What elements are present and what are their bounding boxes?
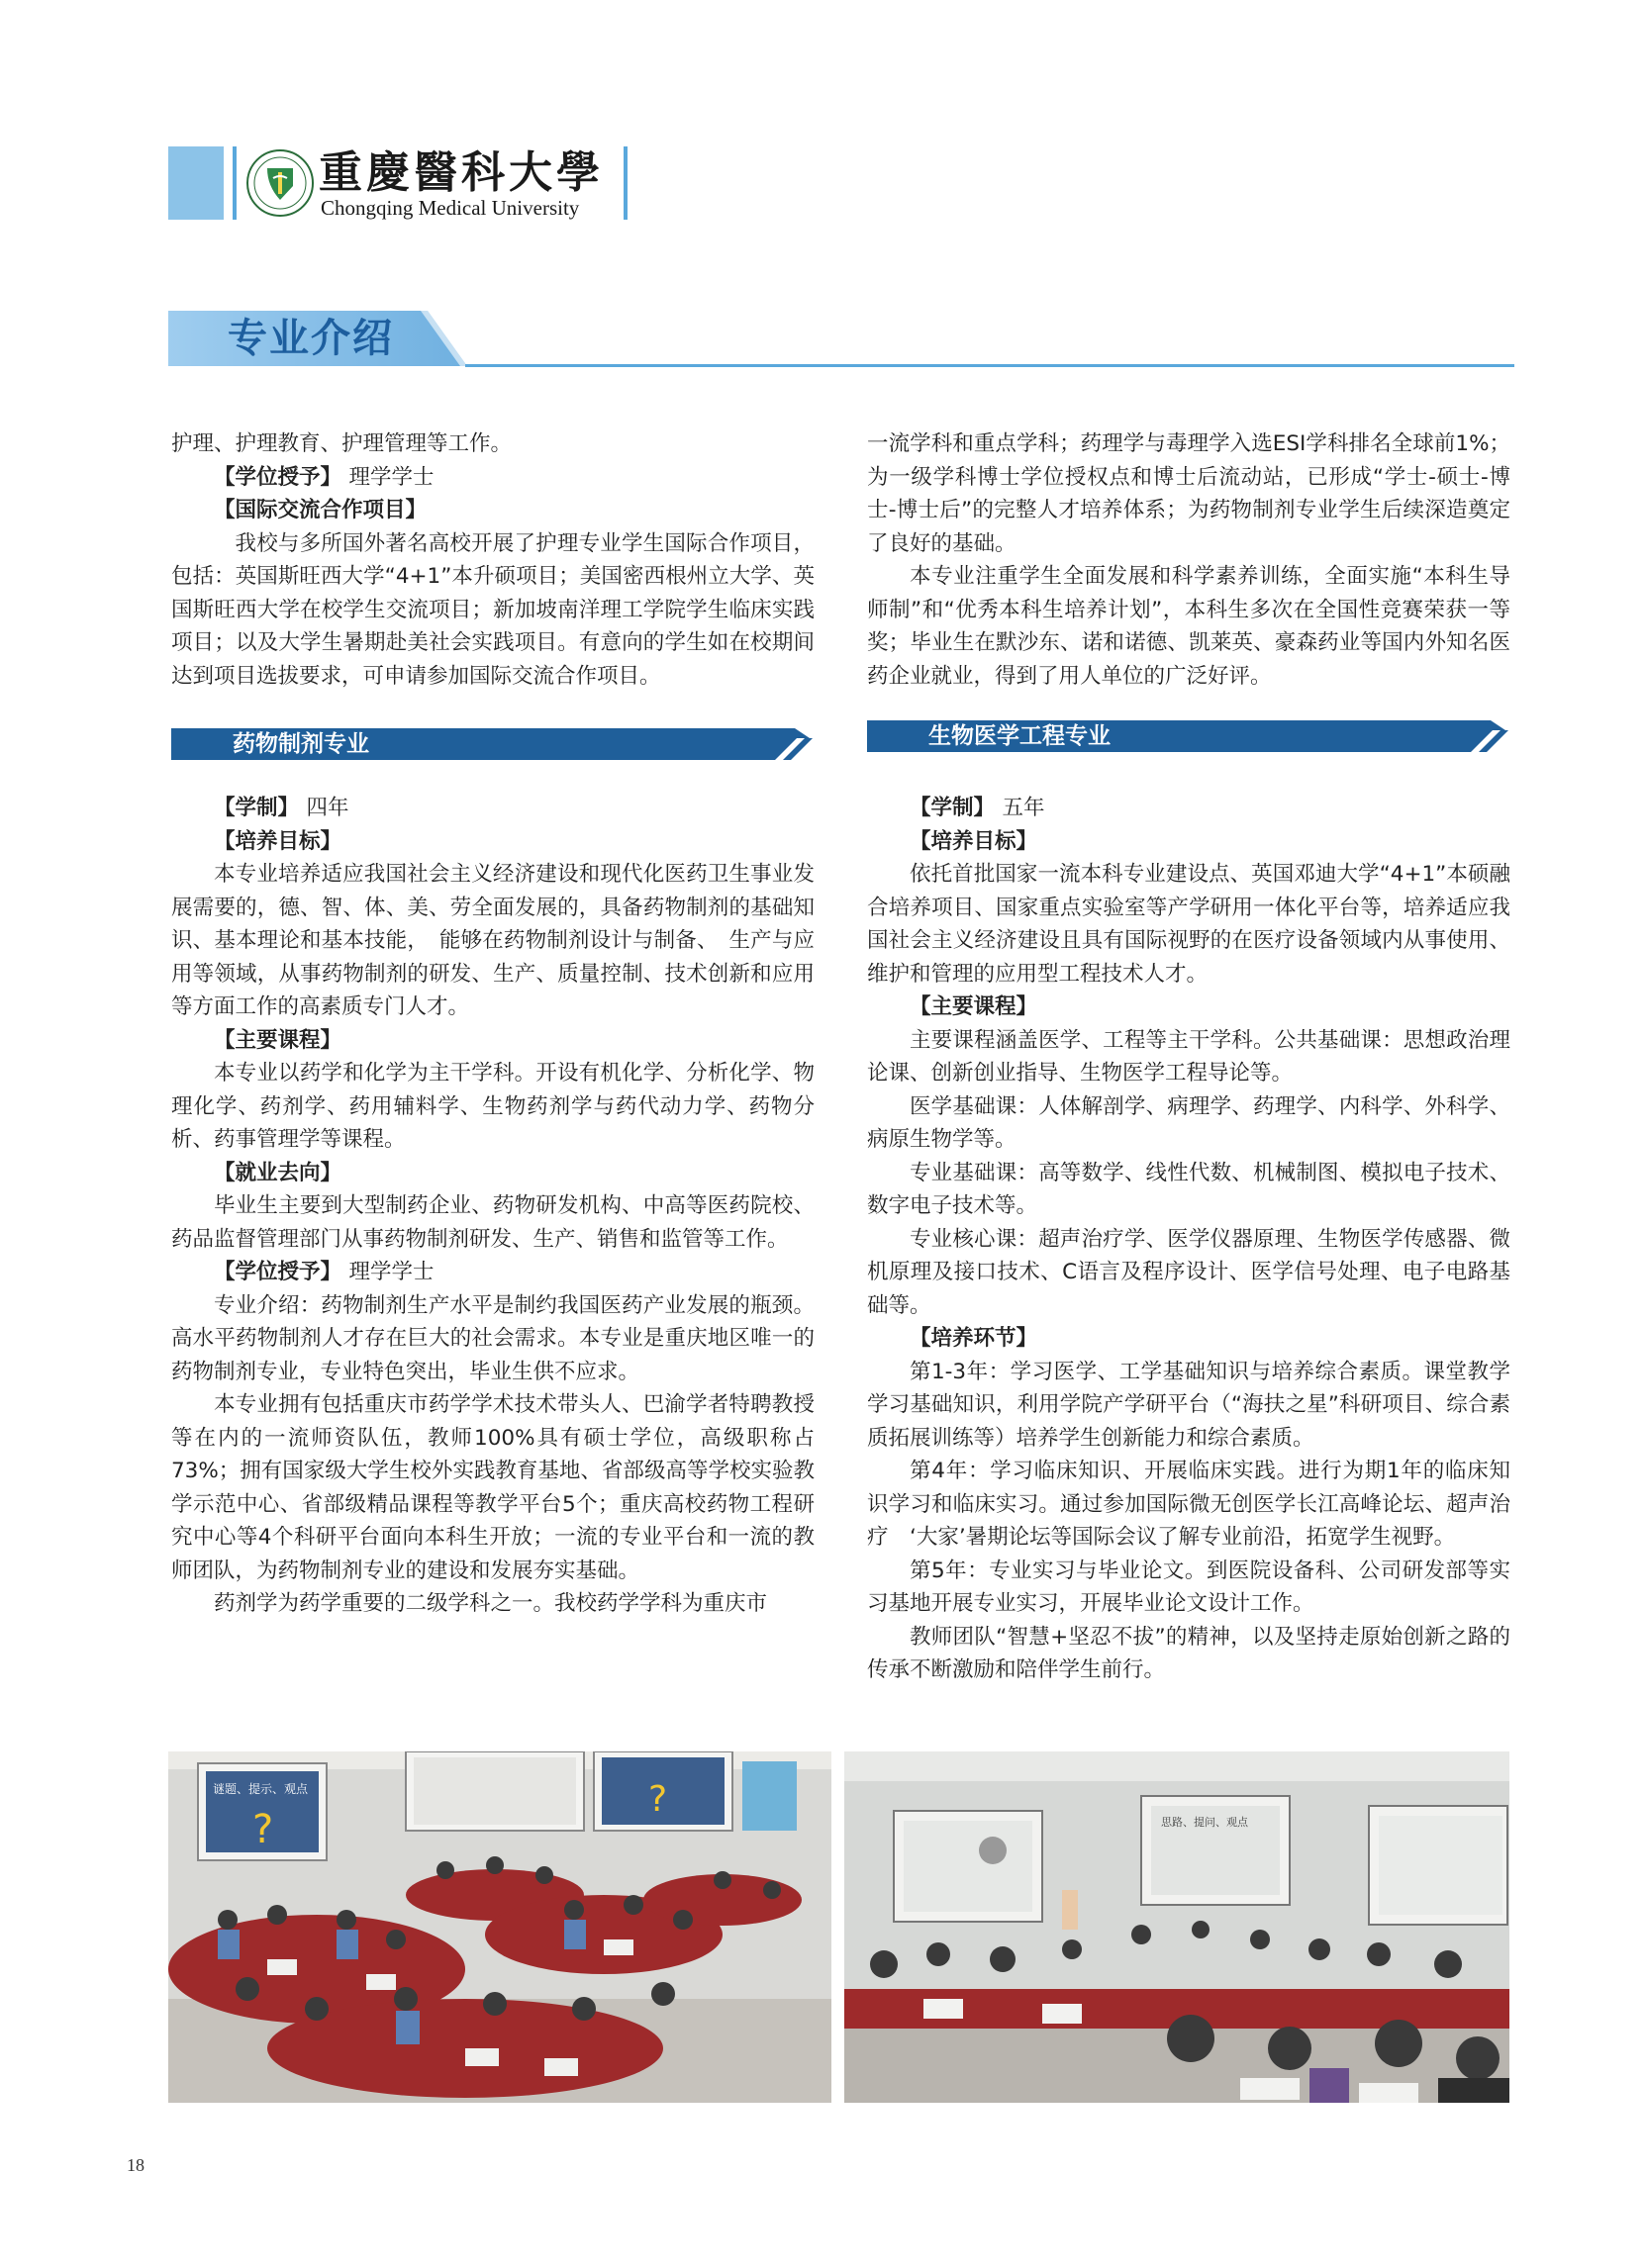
right-column	[867, 427, 1510, 1687]
paragraph: 医学基础课：人体解剖学、病理学、药理学、内科学、外科学、病原生物学等。	[867, 1093, 1510, 1152]
career-heading: 【就业去向】	[214, 1160, 342, 1185]
intl-heading: 【国际交流合作项目】	[214, 498, 428, 522]
label: 【学位授予】	[214, 1260, 342, 1284]
section-header-bme	[867, 716, 1510, 756]
svg-text:?: ?	[648, 1779, 668, 1820]
degree-heading	[171, 461, 815, 495]
value: 五年	[1002, 796, 1045, 820]
paragraph: 专业介绍：药物制剂生产水平是制约我国医药产业发展的瓶颈。高水平药物制剂人才存在巨大的社会需求。本专业是重庆地区唯一的药物制剂专业，专业特色突出，毕业生供不应求。	[171, 1292, 815, 1384]
lecture-hall-image	[844, 1751, 1509, 2103]
value: 四年	[306, 796, 349, 820]
header-divider	[233, 146, 237, 220]
classroom-discussion-image	[168, 1751, 831, 2103]
paragraph: 第4年：学习临床知识、开展临床实践。进行为期1年的临床知识学习和临床实习。通过参加国际微无创医学长江高峰论坛、超声治疗 ‘大家’暑期论坛等国际会议了解专业前沿，拓宽学生视野。	[867, 1459, 1510, 1550]
screen-text: 思路、提问、观点	[1161, 1816, 1248, 1829]
header-accent-block	[168, 146, 224, 220]
course-heading: 【主要课程】	[214, 1027, 342, 1053]
value: 理学学士	[348, 464, 435, 490]
section-header-pharmaceutics	[171, 724, 815, 764]
svg-text:?: ?	[252, 1807, 274, 1852]
paragraph: 本专业以药学和化学为主干学科。开设有机化学、分析化学、物理化学、药剂学、药用辅料学、生物药剂学与药代动力学、药物分析、药事管理学等课程。	[171, 1061, 815, 1152]
paragraph: 第1-3年：学习医学、工学基础知识与培养综合素质。课堂教学学习基础知识，利用学院产学研平台（“海扶之星”科研项目、综合素质拓展训练等）培养学生创新能力和综合素质。	[867, 1359, 1510, 1451]
label: 【学制】	[910, 796, 996, 820]
course-heading: 【主要课程】	[910, 994, 1038, 1019]
section-title: 药物制剂专业	[233, 731, 369, 757]
training-heading: 【培养环节】	[910, 1326, 1038, 1351]
paragraph: 第5年：专业实习与毕业论文。到医院设备科、公司研发部等实习基地开展专业实习，开展毕业论文设计工作。	[867, 1558, 1510, 1616]
paragraph: 本专业拥有包括重庆市药学学术技术带头人、巴渝学者特聘教授等在内的一流师资队伍，教师100%具有硕士学位，高级职称占73%；拥有国家级大学生校外实践教育基地、省部级高等学校实验教学示范中心、省部级精品课程等教学平台5个；重庆高校药物工程研究中心等4个科研平台面向本科生开放；一流的专业平台和一流的教师团队，为药物制剂专业的建设和发展夯实基础。	[171, 1392, 815, 1583]
header-divider-right	[624, 146, 628, 220]
university-seal-icon	[245, 148, 315, 218]
paragraph: 毕业生主要到大型制药企业、药物研发机构、中高等医药院校、药品监督管理部门从事药物制剂研发、生产、销售和监管等工作。	[171, 1193, 815, 1252]
paragraph: 我校与多所国外著名高校开展了护理专业学生国际合作项目，包括：英国斯旺西大学“4+1”本升硕项目；美国密西根州立大学、英国斯旺西大学在校学生交流项目；新加坡南洋理工学院学生临床实践项目；以及大学生暑期赴美社会实践项目。有意向的学生如在校期间达到项目选拔要求，可申请参加国际交流合作项目。	[171, 530, 815, 689]
paragraph: 专业核心课：超声治疗学、医学仪器原理、生物医学传感器、微机原理及接口技术、C语言及程序设计、医学信号处理、电子电路基础等。	[867, 1226, 1510, 1318]
classroom-photo-right	[844, 1751, 1509, 2103]
page-number: 18	[127, 2155, 145, 2175]
goal-heading: 【培养目标】	[214, 828, 342, 854]
university-name-cn: 重慶醫科大學	[319, 147, 604, 198]
paragraph: 专业基础课：高等数学、线性代数、机械制图、模拟电子技术、数字电子技术等。	[867, 1160, 1510, 1218]
paragraph: 教师团队“智慧+坚忍不拔”的精神，以及坚持走原始创新之路的传承不断激励和陪伴学生前行。	[867, 1624, 1510, 1682]
section-title: 生物医学工程专业	[928, 723, 1111, 749]
left-column	[171, 427, 815, 1621]
duration-heading	[867, 792, 1510, 825]
paragraph: 本专业培养适应我国社会主义经济建设和现代化医药卫生事业发展需要的，德、智、体、美、劳全面发展的，具备药物制剂的基础知识、基本理论和基本技能， 能够在药物制剂设计与制备、 生产与应用等领域，从事药物制剂的研发、生产、质量控制、技术创新和应用等方面工作的高素质专门人才。	[171, 862, 815, 1019]
paragraph: 依托首批国家一流本科专业建设点、英国邓迪大学“4+1”本硕融合培养项目、国家重点实验室等产学研用一体化平台等，培养适应我国社会主义经济建设且具有国际视野的在医疗设备领域内从事使用、维护和管理的应用型工程技术人才。	[867, 862, 1510, 987]
paragraph: 药剂学为药学重要的二级学科之一。我校药学学科为重庆市	[214, 1591, 768, 1616]
page-title: 专业介绍	[228, 315, 394, 361]
classroom-photo-left	[168, 1751, 831, 2103]
university-name-en: Chongqing Medical University	[321, 196, 580, 220]
paragraph: 本专业注重学生全面发展和科学素养训练，全面实施“本科生导师制”和“优秀本科生培养计划”，本科生多次在全国性竞赛荣获一等奖；毕业生在默沙东、诺和诺德、凯莱英、豪森药业等国内外知名医药企业就业，得到了用人单位的广泛好评。	[867, 564, 1510, 689]
paragraph: 主要课程涵盖医学、工程等主干学科。公共基础课：思想政治理论课、创新创业指导、生物医学工程导论等。	[867, 1027, 1510, 1086]
goal-heading: 【培养目标】	[910, 828, 1038, 854]
label: 【学制】	[214, 796, 300, 820]
screen-text: 谜题、提示、观点	[213, 1782, 309, 1796]
paragraph: 一流学科和重点学科；药理学与毒理学入选ESI学科排名全球前1%；为一级学科博士学位授权点和博士后流动站，已形成“学士-硕士-博士-博士后”的完整人才培养体系；为药物制剂专业学生后续深造奠定了良好的基础。	[867, 431, 1510, 556]
paragraph: 护理、护理教育、护理管理等工作。	[171, 431, 513, 456]
degree-heading	[171, 1256, 815, 1289]
duration-heading	[171, 792, 815, 825]
value: 理学学士	[348, 1260, 435, 1284]
label: 【学位授予】	[214, 464, 342, 490]
